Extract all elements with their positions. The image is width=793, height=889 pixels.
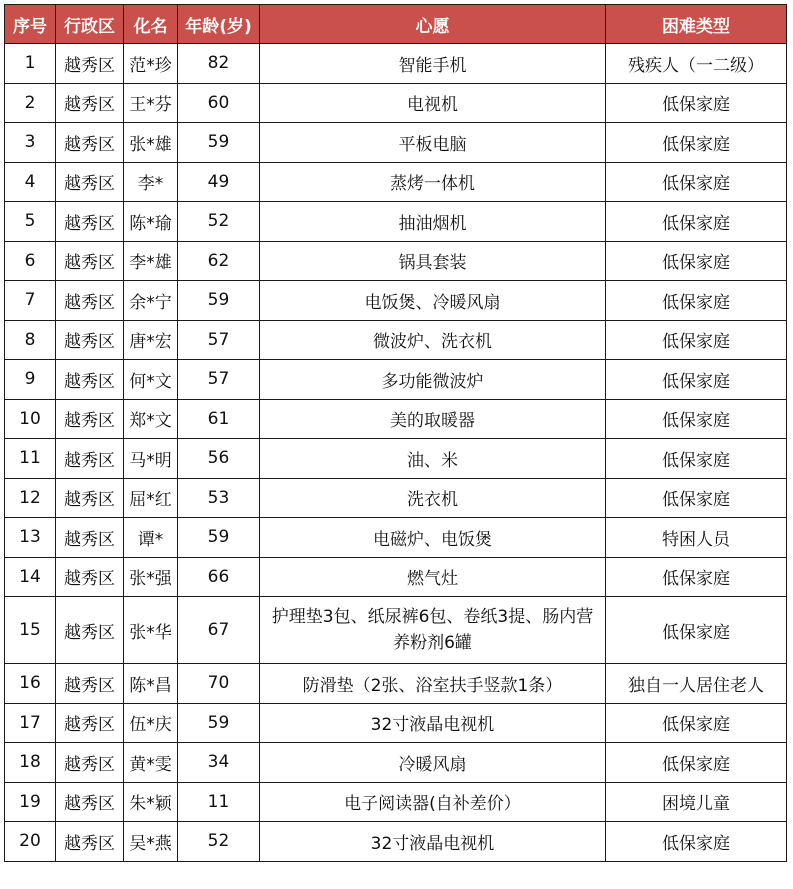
cell-hardship-type: 低保家庭 <box>606 123 787 163</box>
cell-wish: 智能手机 <box>260 44 606 84</box>
cell-age: 82 <box>178 44 260 84</box>
table-row <box>5 281 787 321</box>
cell-hardship-type: 残疾人（一二级） <box>606 44 787 84</box>
cell-age: 57 <box>178 360 260 400</box>
cell-alias: 张*强 <box>124 557 178 597</box>
table-row <box>5 123 787 163</box>
cell-serial: 1 <box>5 44 56 84</box>
cell-district: 越秀区 <box>56 439 124 479</box>
cell-district: 越秀区 <box>56 557 124 597</box>
cell-alias: 陈*昌 <box>124 664 178 704</box>
wish-list-table <box>4 4 787 862</box>
cell-alias: 伍*庆 <box>124 703 178 743</box>
cell-serial: 14 <box>5 557 56 597</box>
cell-hardship-type: 低保家庭 <box>606 557 787 597</box>
col-header-wish: 心愿 <box>260 5 606 44</box>
cell-serial: 4 <box>5 162 56 202</box>
cell-alias: 张*雄 <box>124 123 178 163</box>
cell-wish: 冷暖风扇 <box>260 743 606 783</box>
cell-wish: 微波炉、洗衣机 <box>260 320 606 360</box>
cell-hardship-type: 低保家庭 <box>606 597 787 664</box>
cell-district: 越秀区 <box>56 320 124 360</box>
cell-district: 越秀区 <box>56 399 124 439</box>
table-row <box>5 162 787 202</box>
cell-wish: 蒸烤一体机 <box>260 162 606 202</box>
table-row <box>5 782 787 822</box>
cell-district: 越秀区 <box>56 703 124 743</box>
cell-alias: 吴*燕 <box>124 822 178 862</box>
cell-age: 70 <box>178 664 260 704</box>
table-row <box>5 664 787 704</box>
table-row <box>5 743 787 783</box>
cell-age: 66 <box>178 557 260 597</box>
cell-alias: 朱*颖 <box>124 782 178 822</box>
cell-district: 越秀区 <box>56 241 124 281</box>
cell-wish: 护理垫3包、纸尿裤6包、卷纸3提、肠内营养粉剂6罐 <box>260 597 606 664</box>
cell-alias: 屈*红 <box>124 478 178 518</box>
cell-serial: 12 <box>5 478 56 518</box>
cell-district: 越秀区 <box>56 822 124 862</box>
cell-hardship-type: 低保家庭 <box>606 162 787 202</box>
cell-hardship-type: 低保家庭 <box>606 360 787 400</box>
col-header-alias: 化名 <box>124 5 178 44</box>
cell-hardship-type: 低保家庭 <box>606 439 787 479</box>
cell-alias: 郑*文 <box>124 399 178 439</box>
cell-hardship-type: 低保家庭 <box>606 83 787 123</box>
cell-wish: 多功能微波炉 <box>260 360 606 400</box>
cell-wish: 32寸液晶电视机 <box>260 703 606 743</box>
cell-serial: 6 <box>5 241 56 281</box>
cell-serial: 19 <box>5 782 56 822</box>
cell-hardship-type: 低保家庭 <box>606 478 787 518</box>
cell-alias: 张*华 <box>124 597 178 664</box>
cell-serial: 7 <box>5 281 56 321</box>
header-row <box>5 5 787 44</box>
cell-district: 越秀区 <box>56 782 124 822</box>
cell-alias: 陈*瑜 <box>124 202 178 242</box>
cell-district: 越秀区 <box>56 202 124 242</box>
cell-age: 59 <box>178 281 260 321</box>
cell-wish: 电磁炉、电饭煲 <box>260 518 606 558</box>
table-row <box>5 439 787 479</box>
cell-wish: 32寸液晶电视机 <box>260 822 606 862</box>
cell-serial: 9 <box>5 360 56 400</box>
cell-alias: 马*明 <box>124 439 178 479</box>
cell-district: 越秀区 <box>56 162 124 202</box>
table-row <box>5 478 787 518</box>
table-row <box>5 518 787 558</box>
wish-list-sheet <box>4 4 787 862</box>
cell-district: 越秀区 <box>56 518 124 558</box>
table-row <box>5 44 787 84</box>
table-row <box>5 320 787 360</box>
cell-age: 59 <box>178 703 260 743</box>
cell-district: 越秀区 <box>56 360 124 400</box>
cell-alias: 谭* <box>124 518 178 558</box>
cell-wish: 电子阅读器(自补差价） <box>260 782 606 822</box>
cell-serial: 10 <box>5 399 56 439</box>
col-header-serial: 序号 <box>5 5 56 44</box>
cell-age: 52 <box>178 822 260 862</box>
col-header-hardship-type: 困难类型 <box>606 5 787 44</box>
cell-age: 34 <box>178 743 260 783</box>
cell-alias: 李* <box>124 162 178 202</box>
table-row <box>5 399 787 439</box>
cell-wish: 洗衣机 <box>260 478 606 518</box>
cell-district: 越秀区 <box>56 743 124 783</box>
cell-alias: 李*雄 <box>124 241 178 281</box>
cell-serial: 18 <box>5 743 56 783</box>
cell-wish: 油、米 <box>260 439 606 479</box>
cell-serial: 20 <box>5 822 56 862</box>
cell-hardship-type: 低保家庭 <box>606 399 787 439</box>
cell-district: 越秀区 <box>56 123 124 163</box>
cell-serial: 3 <box>5 123 56 163</box>
cell-serial: 15 <box>5 597 56 664</box>
table-row <box>5 360 787 400</box>
cell-district: 越秀区 <box>56 597 124 664</box>
cell-alias: 何*文 <box>124 360 178 400</box>
cell-serial: 16 <box>5 664 56 704</box>
cell-wish: 美的取暖器 <box>260 399 606 439</box>
cell-age: 49 <box>178 162 260 202</box>
cell-serial: 8 <box>5 320 56 360</box>
cell-hardship-type: 独自一人居住老人 <box>606 664 787 704</box>
cell-hardship-type: 低保家庭 <box>606 241 787 281</box>
table-row <box>5 703 787 743</box>
cell-age: 57 <box>178 320 260 360</box>
cell-wish: 燃气灶 <box>260 557 606 597</box>
table-row <box>5 202 787 242</box>
cell-age: 60 <box>178 83 260 123</box>
cell-serial: 5 <box>5 202 56 242</box>
cell-hardship-type: 低保家庭 <box>606 703 787 743</box>
cell-wish: 电饭煲、冷暖风扇 <box>260 281 606 321</box>
cell-hardship-type: 特困人员 <box>606 518 787 558</box>
cell-alias: 唐*宏 <box>124 320 178 360</box>
col-header-age: 年龄(岁) <box>178 5 260 44</box>
cell-district: 越秀区 <box>56 83 124 123</box>
cell-wish: 防滑垫（2张、浴室扶手竖款1条） <box>260 664 606 704</box>
cell-district: 越秀区 <box>56 664 124 704</box>
col-header-district: 行政区 <box>56 5 124 44</box>
cell-hardship-type: 低保家庭 <box>606 743 787 783</box>
table-row <box>5 822 787 862</box>
table-body <box>5 44 787 862</box>
cell-serial: 17 <box>5 703 56 743</box>
cell-age: 61 <box>178 399 260 439</box>
table-row <box>5 241 787 281</box>
cell-hardship-type: 低保家庭 <box>606 822 787 862</box>
table-row <box>5 557 787 597</box>
cell-district: 越秀区 <box>56 281 124 321</box>
cell-hardship-type: 低保家庭 <box>606 320 787 360</box>
cell-wish: 抽油烟机 <box>260 202 606 242</box>
table-row <box>5 597 787 664</box>
cell-hardship-type: 低保家庭 <box>606 202 787 242</box>
cell-serial: 13 <box>5 518 56 558</box>
cell-age: 52 <box>178 202 260 242</box>
cell-alias: 余*宁 <box>124 281 178 321</box>
cell-wish: 锅具套装 <box>260 241 606 281</box>
cell-age: 11 <box>178 782 260 822</box>
cell-age: 62 <box>178 241 260 281</box>
cell-alias: 范*珍 <box>124 44 178 84</box>
cell-alias: 黄*雯 <box>124 743 178 783</box>
cell-age: 59 <box>178 123 260 163</box>
cell-hardship-type: 低保家庭 <box>606 281 787 321</box>
cell-alias: 王*芬 <box>124 83 178 123</box>
cell-district: 越秀区 <box>56 44 124 84</box>
cell-district: 越秀区 <box>56 478 124 518</box>
cell-wish: 电视机 <box>260 83 606 123</box>
cell-age: 59 <box>178 518 260 558</box>
table-row <box>5 83 787 123</box>
cell-age: 53 <box>178 478 260 518</box>
cell-age: 67 <box>178 597 260 664</box>
cell-serial: 2 <box>5 83 56 123</box>
cell-serial: 11 <box>5 439 56 479</box>
cell-wish: 平板电脑 <box>260 123 606 163</box>
cell-hardship-type: 困境儿童 <box>606 782 787 822</box>
cell-age: 56 <box>178 439 260 479</box>
